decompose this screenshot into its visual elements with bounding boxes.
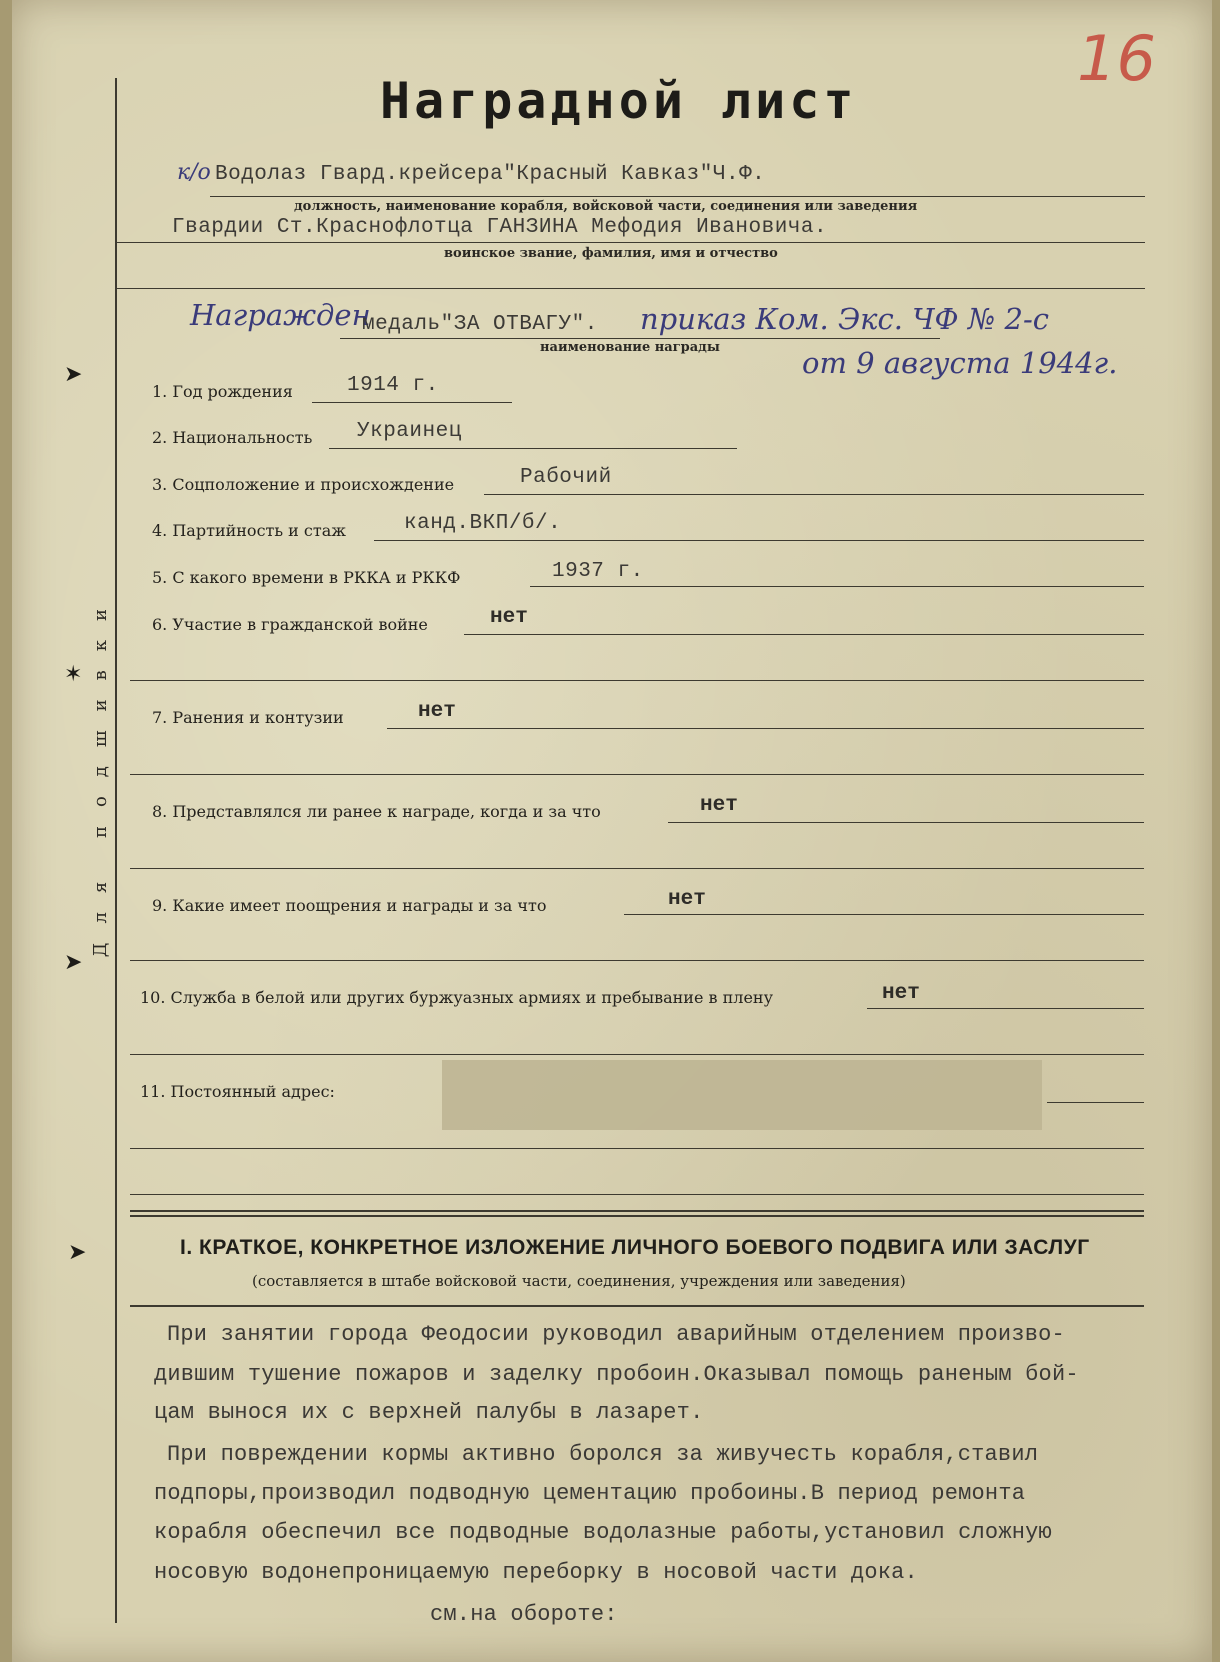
- binding-mark: ➤: [64, 950, 83, 975]
- document-title: Наградной лист: [380, 72, 858, 130]
- narrative-line-2: дившим тушение пожаров и заделку пробоин.Оказывал помощь раненым бой-: [154, 1362, 1079, 1387]
- narrative-line-4: При повреждении кормы активно боролся за живучесть корабля,ставил: [167, 1442, 1039, 1467]
- field-value-birth-year: 1914 г.: [347, 374, 439, 397]
- rank-name-caption: воинское звание, фамилия, имя и отчество: [444, 246, 778, 261]
- binding-margin-text: Для подшивки: [90, 590, 111, 958]
- position-ink-prefix: к/о: [177, 160, 211, 185]
- field-label-commendations: 9. Какие имеет поощрения и награды и за что: [152, 896, 547, 915]
- section-title: I. КРАТКОЕ, КОНКРЕТНОЕ ИЗЛОЖЕНИЕ ЛИЧНОГО БОЕВОГО ПОДВИГА ИЛИ ЗАСЛУГ: [180, 1236, 1090, 1259]
- binding-mark: ✶: [64, 662, 83, 687]
- field-value-commendations: нет: [668, 888, 706, 911]
- narrative-line-3: цам вынося их с верхней палубы в лазарет.: [154, 1400, 704, 1425]
- binding-mark: ➤: [68, 1240, 87, 1265]
- field-label-social-origin: 3. Соцположение и происхождение: [152, 475, 455, 494]
- field-value-party: канд.ВКП/б/.: [404, 512, 562, 535]
- field-value-civil-war: нет: [490, 606, 528, 629]
- redacted-address: [442, 1060, 1042, 1130]
- narrative-line-7: носовую водонепроницаемую переборку в носовой части дока.: [154, 1560, 918, 1585]
- field-value-previous-nomination: нет: [700, 794, 738, 817]
- margin-line: [115, 78, 117, 1623]
- field-value-nationality: Украинец: [357, 420, 462, 443]
- field-label-previous-nomination: 8. Представлялся ли ранее к награде, когда и за что: [152, 802, 601, 821]
- field-label-civil-war: 6. Участие в гражданской войне: [152, 615, 428, 634]
- narrative-line-5: подпоры,производил подводную цементацию пробоины.В период ремонта: [154, 1481, 1026, 1506]
- narrative-line-1: При занятии города Феодосии руководил аварийным отделением произво-: [167, 1322, 1065, 1347]
- field-value-white-army: нет: [882, 982, 920, 1005]
- award-caption: наименование награды: [540, 340, 720, 355]
- field-label-white-army: 10. Служба в белой или других буржуазных армиях и пребывание в плену: [140, 988, 773, 1007]
- field-value-social-origin: Рабочий: [520, 466, 612, 489]
- field-value-wounds: нет: [418, 700, 456, 723]
- page-number: 16: [1077, 22, 1156, 95]
- rank-name-value: Гвардии Ст.Краснофлотца ГАНЗИНА Мефодия Ивановича.: [172, 216, 828, 239]
- award-ink-order: приказ Ком. Экс. ЧФ № 2-с: [640, 302, 1049, 336]
- field-value-service-since: 1937 г.: [552, 560, 644, 583]
- award-value: медаль"ЗА ОТВАГУ".: [362, 313, 598, 336]
- field-label-wounds: 7. Ранения и контузии: [152, 708, 344, 727]
- narrative-line-6: корабля обеспечил все подводные водолазные работы,установил сложную: [154, 1520, 1052, 1545]
- position-caption: должность, наименование корабля, войсковой части, соединения или заведения: [294, 199, 918, 214]
- award-ink-date: от 9 августа 1944г.: [802, 346, 1118, 380]
- section-subtitle: (составляется в штабе войсковой части, соединения, учреждения или заведения): [252, 1272, 906, 1290]
- award-ink-prefix: Награжден: [190, 298, 371, 332]
- award-sheet: [12, 0, 1212, 1662]
- field-label-party: 4. Партийность и стаж: [152, 521, 346, 540]
- see-reverse-note: см.на обороте:: [430, 1602, 618, 1627]
- field-label-service-since: 5. С какого времени в РККА и РККФ: [152, 568, 461, 587]
- field-label-nationality: 2. Национальность: [152, 428, 313, 447]
- field-label-birth-year: 1. Год рождения: [152, 382, 293, 401]
- field-label-address: 11. Постоянный адрес:: [140, 1082, 335, 1101]
- binding-mark: ➤: [64, 362, 83, 387]
- position-value: Водолаз Гвард.крейсера"Красный Кавказ"Ч.Ф.: [215, 163, 766, 186]
